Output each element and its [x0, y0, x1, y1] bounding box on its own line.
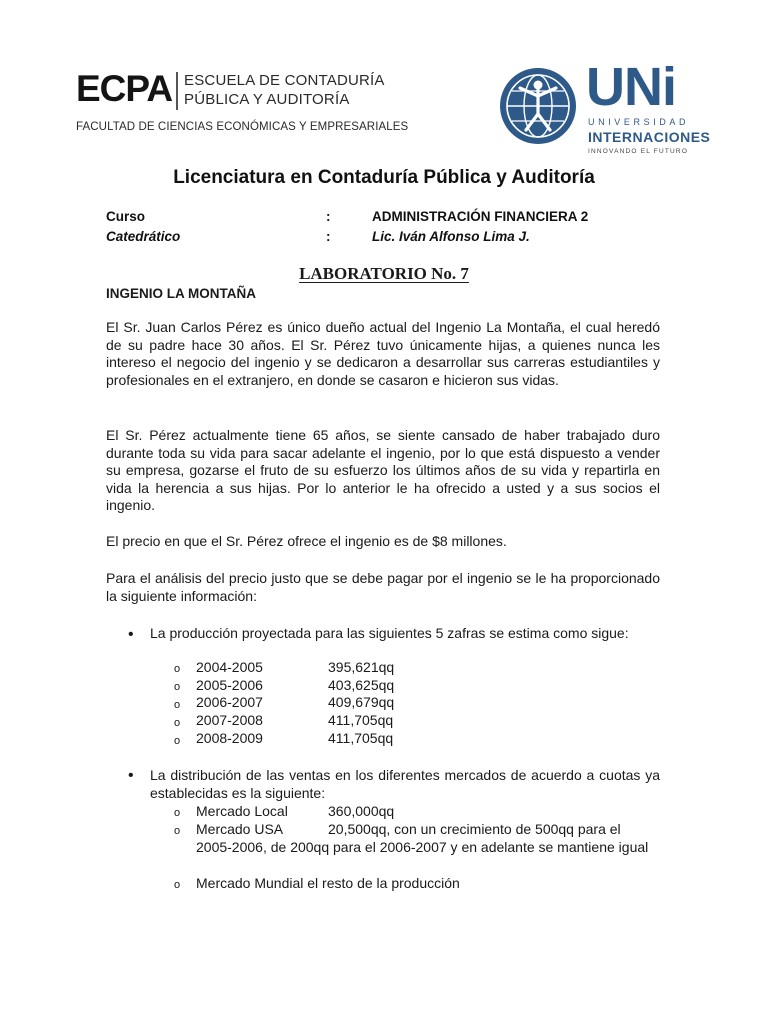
ecpa-logo-divider: [176, 72, 178, 110]
bullet-marker: •: [128, 767, 134, 784]
production-period: 2008-2009: [196, 730, 263, 746]
production-period: 2007-2008: [196, 712, 263, 728]
teacher-label: Catedrático: [106, 229, 181, 244]
sub-bullet-marker: o: [174, 699, 181, 711]
sub-bullet-marker: o: [174, 681, 181, 693]
uni-university-label: UNIVERSIDAD: [588, 117, 690, 127]
production-period: 2004-2005: [196, 659, 263, 675]
production-period: 2006-2007: [196, 694, 263, 710]
sub-bullet-marker: o: [174, 807, 181, 819]
uni-wordmark: UNi: [586, 57, 676, 117]
ecpa-logo: ECPA: [76, 68, 173, 109]
production-value: 403,625qq: [328, 677, 395, 693]
market-value-continuation: 2005-2006, de 200qq para el 2006-2007 y en adelante se mantiene igual: [196, 839, 649, 855]
market-name: Mercado Local: [196, 803, 288, 819]
uni-internaciones-label: INTERNACIONES: [588, 129, 711, 145]
sub-bullet-marker: o: [174, 663, 181, 675]
course-separator: :: [326, 209, 331, 224]
ecpa-faculty-name: FACULTAD DE CIENCIAS ECONÓMICAS Y EMPRESARIALES: [76, 121, 409, 133]
paragraph-price: El precio en que el Sr. Pérez ofrece el ingenio es de $8 millones.: [106, 533, 507, 549]
markets-bullet-text: La distribución de las ventas en los diferentes mercados de acuerdo a cuotas ya establecidas es la siguiente:: [150, 767, 660, 801]
ecpa-school-name-line-2: PÚBLICA Y AUDITORÍA: [184, 91, 350, 108]
production-period: 2005-2006: [196, 677, 263, 693]
market-value: 20,500qq, con un crecimiento de 500qq para el: [328, 821, 621, 837]
production-bullet-text: La producción proyectada para las siguientes 5 zafras se estima como sigue:: [150, 625, 629, 641]
sub-bullet-marker: o: [174, 735, 181, 747]
production-value: 411,705qq: [328, 712, 394, 728]
paragraph-analysis-intro: Para el análisis del precio justo que se debe pagar por el ingenio se le ha proporcionado la siguiente información:: [106, 570, 660, 604]
market-name: Mercado Mundial el resto de la producción: [196, 875, 460, 891]
paragraph-owner-situation: El Sr. Pérez actualmente tiene 65 años, se siente cansado de haber trabajado duro durante toda su vida para sacar adelante el ingenio, por lo que está dispuesto a vender su empresa, gozarse el fruto de su esfuerzo los últimos años de su vida y repartirla en vida la herencia a sus hijas. Por lo anterior le ha ofrecido a usted y a sus socios el ingenio.: [106, 427, 660, 514]
bullet-marker: •: [128, 626, 134, 643]
course-value: ADMINISTRACIÓN FINANCIERA 2: [372, 209, 589, 224]
production-value: 411,705qq: [328, 730, 394, 746]
market-name: Mercado USA: [196, 821, 284, 837]
section-title: INGENIO LA MONTAÑA: [106, 286, 256, 301]
teacher-separator: :: [326, 229, 331, 244]
production-value: 409,679qq: [328, 694, 395, 710]
page-title: Licenciatura en Contaduría Pública y Auditoría: [173, 167, 595, 188]
lab-heading: [0, 265, 768, 282]
course-label: Curso: [106, 209, 146, 224]
sub-bullet-marker: o: [174, 717, 181, 729]
uni-tagline: INNOVANDO EL FUTURO: [588, 148, 689, 155]
production-value: 395,621qq: [328, 659, 395, 675]
lab-heading-text: LABORATORIO No. 7: [299, 264, 469, 283]
sub-bullet-marker: o: [174, 879, 181, 891]
market-value: 360,000qq: [328, 803, 395, 819]
uni-globe-logo-icon: [498, 66, 578, 146]
teacher-value: Lic. Iván Alfonso Lima J.: [372, 229, 530, 244]
sub-bullet-marker: o: [174, 825, 181, 837]
paragraph-intro: El Sr. Juan Carlos Pérez es único dueño actual del Ingenio La Montaña, el cual heredó de su padre hace 30 años. El Sr. Pérez tuvo únicamente hijas, a quienes nunca les intereso el negocio del ingenio y se dedicaron a desarrollar sus carreras estudiantiles y profesionales en el extranjero, en donde se casaron e hicieron sus vidas.: [106, 319, 660, 388]
ecpa-school-name-line-1: ESCUELA DE CONTADURÍA: [184, 72, 385, 89]
